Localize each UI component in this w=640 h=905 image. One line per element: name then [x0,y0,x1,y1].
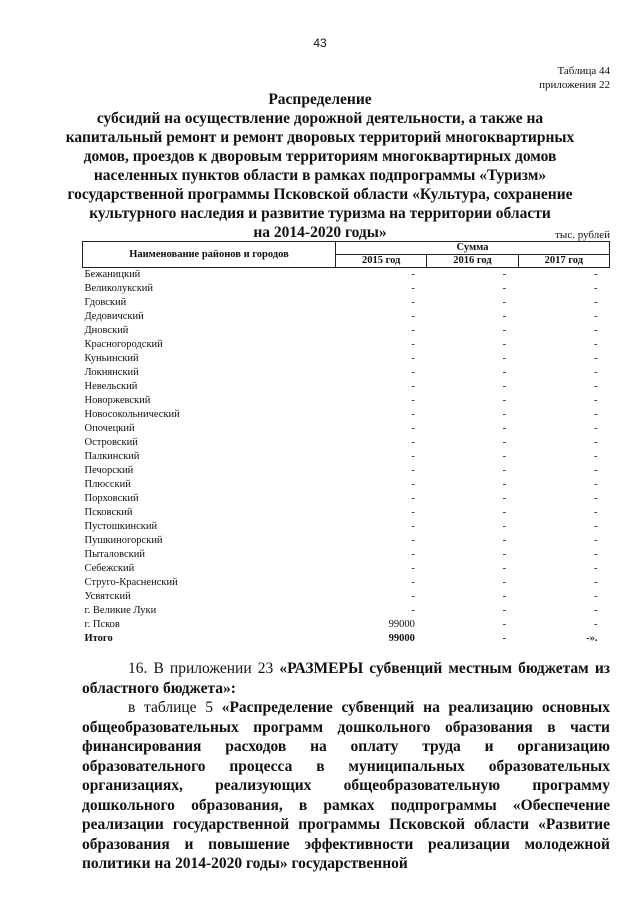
amount-cell: - [594,409,598,420]
amount-cell: - [594,367,598,378]
table-row [83,520,610,534]
amount-cell: - [594,563,598,574]
subsidy-table [82,241,610,646]
table-row [83,562,610,576]
table-reference: Таблица 44 [557,65,610,77]
amount-cell: - [594,577,598,588]
district-name: Себежский [84,563,135,574]
amount-cell: - [502,325,507,336]
table-row [83,548,610,562]
amount-cell: - [594,423,598,434]
amount-cell: - [594,297,598,308]
district-name: Невельский [84,381,138,392]
table-row [83,576,610,590]
amount-cell: - [411,549,415,560]
district-name: Новоржевский [84,395,151,406]
amount-cell: - [502,437,507,448]
table-row [83,352,610,366]
amount-cell: - [502,605,507,616]
amount-cell: - [502,283,507,294]
amount-cell: - [411,311,415,322]
district-name: Великолукский [84,283,154,294]
paragraph-bold-text: «Распределение субвенций на реализацию основных общеобразовательных программ дошкольного образования в части финансирования расходов на оплату труда и организацию образовательного процесса в муниципальных образовательных организациях, реализующих общеобразовательную программу дошкольного образования, в рамках подпрограммы «Обеспечение реализации государственной программы Псковской области «Развитие образования и повышение эффективности реализации молодежной политики на 2014-2020 годы» государственной [82,699,610,872]
amount-cell: - [502,451,507,462]
amount-cell: -». [586,633,598,644]
amount-cell: 99000 [388,619,415,630]
amount-cell: - [594,381,598,392]
amount-cell: - [594,311,598,322]
amount-cell: - [502,395,507,406]
amount-cell: - [594,395,598,406]
table-row [83,408,610,422]
paragraph-text: в таблице 5 [128,699,222,716]
district-name: Порховский [84,493,139,504]
amount-cell: - [411,297,415,308]
district-name: Палкинский [84,451,140,462]
amount-cell: - [411,563,415,574]
amount-cell: - [502,549,507,560]
header-sum: Сумма [336,242,610,255]
amount-cell: - [594,521,598,532]
paragraph-bold-text: «РАЗМЕРЫ субвенций местным бюджетам из областного бюджета»: [82,660,610,697]
district-name: Итого [84,633,113,644]
amount-cell: - [594,591,598,602]
amount-cell: - [411,381,415,392]
title-line: субсидий на осуществление дорожной деятельности, а также на [96,110,544,127]
district-name: Пыталовский [84,549,145,560]
amount-cell: - [502,381,507,392]
amount-cell: - [411,605,415,616]
amount-cell: - [502,311,507,322]
units-label: тыс. рублей [555,229,610,241]
amount-cell: - [502,465,507,476]
table-row [83,534,610,548]
table-row [83,282,610,296]
amount-cell: - [594,507,598,518]
amount-cell: - [594,605,598,616]
district-name: Островский [84,437,138,448]
district-name: г. Псков [84,619,120,630]
amount-cell: - [502,367,507,378]
amount-cell: - [411,521,415,532]
table-row [83,506,610,520]
table-row [83,422,610,436]
amount-cell: 99000 [388,633,415,644]
district-name: Пустошкинский [84,521,158,532]
table-row [83,366,610,380]
district-name: Гдовский [84,297,127,308]
amount-cell: - [502,479,507,490]
amount-cell: - [594,451,598,462]
amount-cell: - [594,465,598,476]
amount-cell: - [594,619,598,630]
amount-cell: - [594,535,598,546]
district-name: Плюсский [84,479,131,490]
amount-cell: - [594,283,598,294]
paragraph [82,698,610,874]
district-name: Куньинский [84,353,139,364]
amount-cell: - [411,395,415,406]
district-name: Струго-Красненский [84,577,178,588]
amount-cell: - [594,325,598,336]
table-row [83,450,610,464]
amount-cell: - [411,339,415,350]
body-text [82,659,610,874]
amount-cell: - [594,339,598,350]
district-name: Опочецкий [84,423,135,434]
district-name: Бежаницкий [84,269,141,280]
amount-cell: - [594,479,598,490]
header-year: 2015 год [336,255,427,268]
amount-cell: - [411,283,415,294]
appendix-reference: приложения 22 [539,79,610,91]
amount-cell: - [502,507,507,518]
amount-cell: - [411,465,415,476]
district-name: Новосокольнический [84,409,180,420]
amount-cell: - [411,423,415,434]
amount-cell: - [411,409,415,420]
table-row [83,310,610,324]
amount-cell: - [502,577,507,588]
district-name: Локнянский [84,367,139,378]
amount-cell: - [411,437,415,448]
table-row [83,268,610,283]
table-row [83,618,610,632]
header-year: 2016 год [427,255,518,268]
header-year: 2017 год [518,255,609,268]
table-row [83,492,610,506]
amount-cell: - [502,619,507,630]
header-name: Наименование районов и городов [83,242,336,268]
title-line: капитальный ремонт и ремонт дворовых территорий многоквартирных [65,129,575,146]
amount-cell: - [502,269,507,280]
district-name: г. Великие Луки [84,605,157,616]
amount-cell: - [594,549,598,560]
amount-cell: - [411,451,415,462]
amount-cell: - [502,423,507,434]
amount-cell: - [502,521,507,532]
district-name: Дедовичский [84,311,144,322]
title-line: Распределение [268,91,372,108]
amount-cell: - [502,563,507,574]
table-row [83,380,610,394]
district-name: Печорский [84,465,134,476]
district-name: Красногородский [84,339,163,350]
amount-cell: - [502,353,507,364]
district-name: Пушкиногорский [84,535,163,546]
amount-cell: - [502,339,507,350]
table-row [83,478,610,492]
table-row [83,296,610,310]
amount-cell: - [502,493,507,504]
amount-cell: - [502,591,507,602]
table-row [83,324,610,338]
title-line: на 2014-2020 годы» [253,224,387,241]
amount-cell: - [411,591,415,602]
district-name: Усвятский [84,591,131,602]
title-line: домов, проездов к дворовым территориям многоквартирных домов [83,148,557,165]
amount-cell: - [411,493,415,504]
table-row [83,464,610,478]
amount-cell: - [411,479,415,490]
paragraph-text: 16. В приложении 23 [128,660,280,677]
table-row [83,338,610,352]
amount-cell: - [411,535,415,546]
amount-cell: - [411,325,415,336]
amount-cell: - [411,367,415,378]
amount-cell: - [411,507,415,518]
amount-cell: - [594,269,598,280]
title-line: населенных пунктов области в рамках подпрограммы «Туризм» [93,167,547,184]
table-row [83,590,610,604]
page-number: 43 [313,36,327,50]
table-row [83,604,610,618]
table-body [83,268,610,647]
document-title [60,90,580,242]
amount-cell: - [594,493,598,504]
amount-cell: - [411,577,415,588]
paragraph [82,659,610,698]
table-row [83,436,610,450]
district-name: Дновский [84,325,129,336]
district-name: Псковский [84,507,133,518]
title-line: культурного наследия и развитие туризма на территории области [89,205,551,222]
amount-cell: - [594,353,598,364]
amount-cell: - [594,437,598,448]
amount-cell: - [502,409,507,420]
amount-cell: - [502,633,507,644]
amount-cell: - [502,297,507,308]
amount-cell: - [411,269,415,280]
amount-cell: - [502,535,507,546]
amount-cell: - [411,353,415,364]
table-row [83,394,610,408]
title-line: государственной программы Псковской области «Культура, сохранение [67,186,573,203]
total-row [83,632,610,646]
